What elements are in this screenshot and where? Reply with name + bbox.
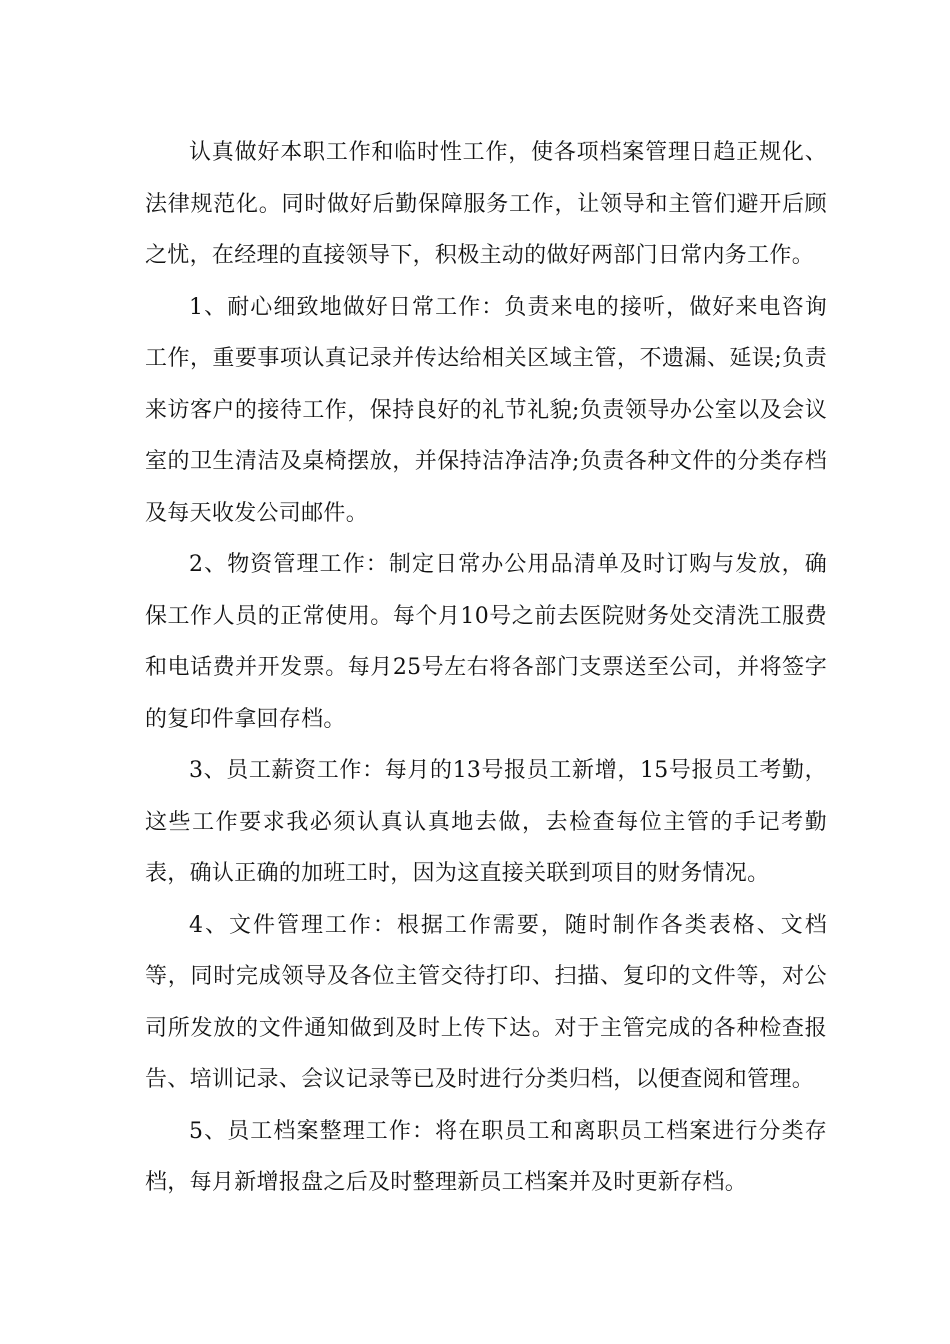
item-2-paragraph: 2、物资管理工作：制定日常办公用品清单及时订购与发放，确保工作人员的正常使用。每个月10号之前去医院财务处交清洗工服费和电话费并开发票。每月25号左右将各部门支票送至公司，并将签字的复印件拿回存档。 [145, 552, 827, 732]
intro-paragraph: 认真做好本职工作和临时性工作，使各项档案管理日趋正规化、法律规范化。同时做好后勤保障服务工作，让领导和主管们避开后顾之忧，在经理的直接领导下，积极主动的做好两部门日常内务工作。 [145, 140, 827, 268]
document-body [145, 127, 827, 1209]
item-1-paragraph: 1、耐心细致地做好日常工作：负责来电的接听，做好来电咨询工作，重要事项认真记录并传达给相关区域主管，不遗漏、延误;负责来访客户的接待工作，保持良好的礼节礼貌;负责领导办公室以及会议室的卫生清洁及桌椅摆放，并保持洁净洁净;负责各种文件的分类存档及每天收发公司邮件。 [145, 294, 827, 526]
item-5-paragraph: 5、员工档案整理工作：将在职员工和离职员工档案进行分类存档，每月新增报盘之后及时整理新员工档案并及时更新存档。 [145, 1118, 827, 1195]
item-4-paragraph: 4、文件管理工作：根据工作需要，随时制作各类表格、文档等，同时完成领导及各位主管交待打印、扫描、复印的文件等，对公司所发放的文件通知做到及时上传下达。对于主管完成的各种检查报告、培训记录、会议记录等已及时进行分类归档，以便查阅和管理。 [145, 912, 827, 1092]
item-3-paragraph: 3、员工薪资工作：每月的13号报员工新增，15号报员工考勤，这些工作要求我必须认真认真地去做，去检查每位主管的手记考勤表，确认正确的加班工时，因为这直接关联到项目的财务情况。 [145, 758, 827, 886]
